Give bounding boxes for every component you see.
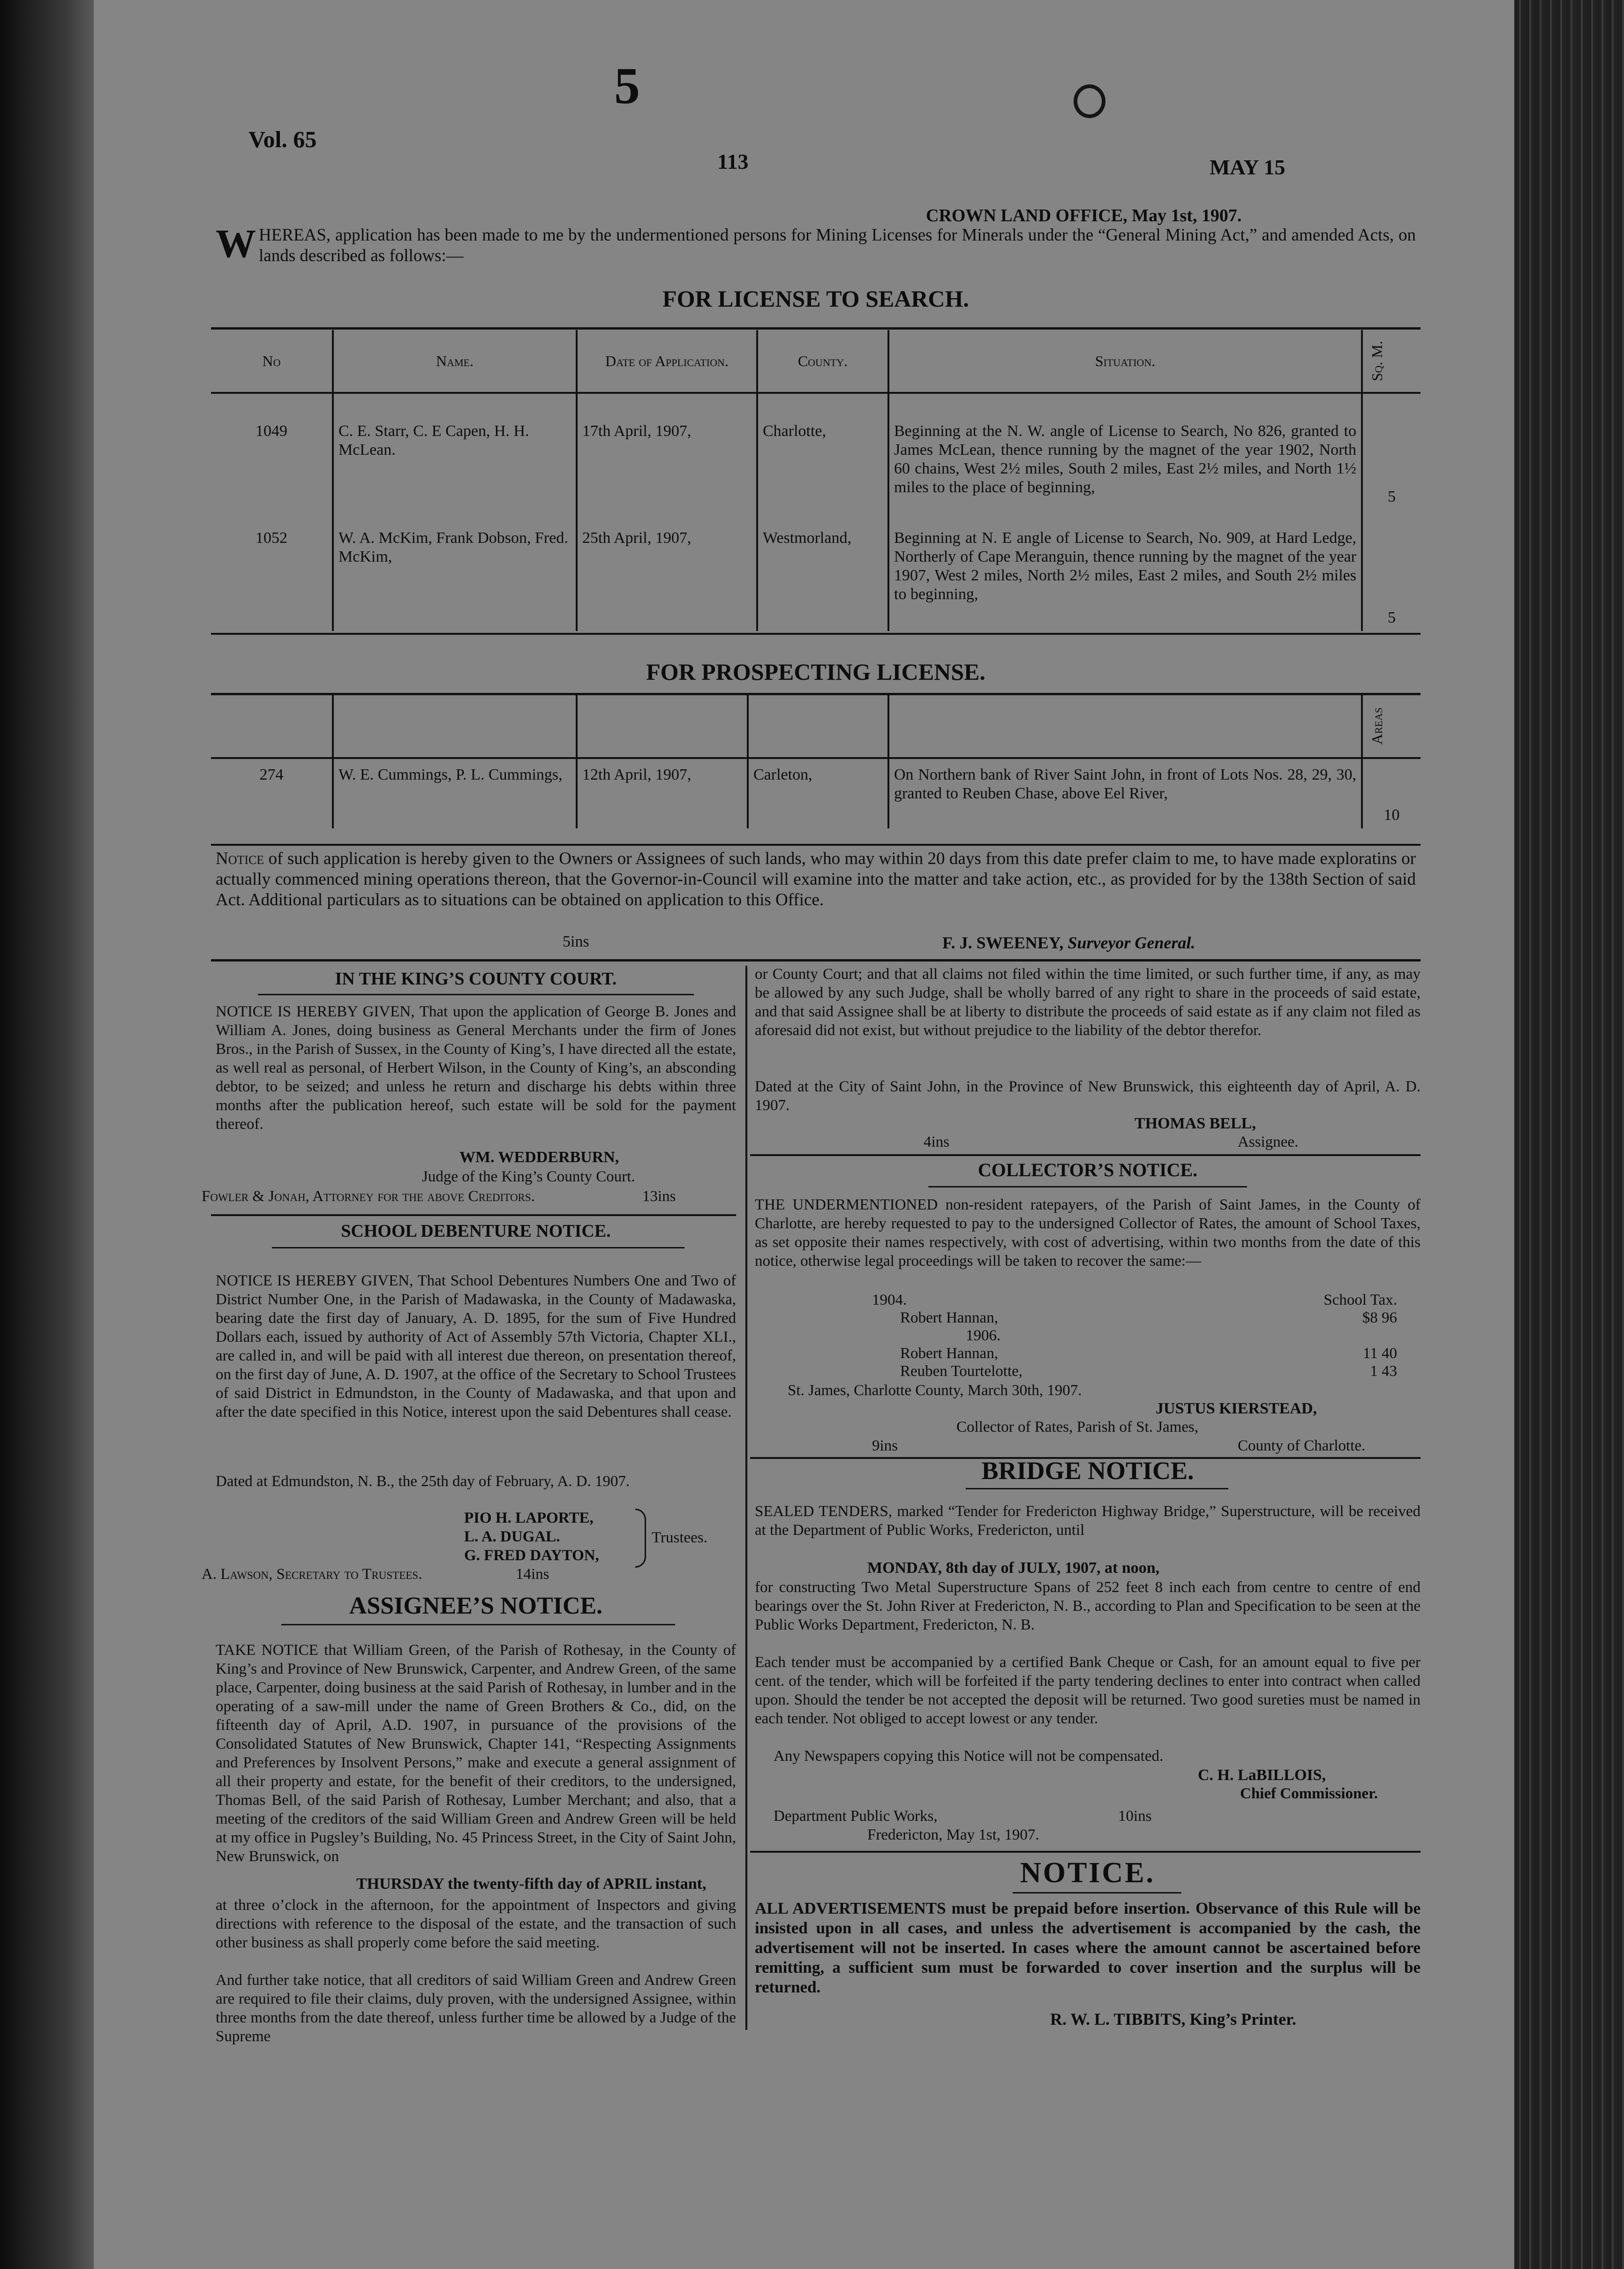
assignee-ins: 4ins — [924, 1134, 950, 1150]
list-item — [872, 1309, 1397, 1327]
notice-text: of such application is hereby given to the Owners or Assignees of such lands, who may within 20 days from this date prefer claim to me, to have made exploratins or actually commenced mining operations thereon, that the Governor-in-Council will examine into the matter and take action, etc., as provided for by the 138th Section of said Act. Additional particulars as to situations can be obtained on application to this Office. — [216, 849, 1416, 909]
collector-signature-title: Collector of Rates, Parish of St. James, — [956, 1419, 1199, 1435]
bridge-date-line: MONDAY, 8th day of JULY, 1907, at noon, — [867, 1559, 1160, 1577]
table-row — [211, 393, 1421, 519]
assignee-body-2: at three o’clock in the afternoon, for the appointment of Inspectors and giving directions with reference to the disposal of the estate, and the transaction of such other business as shall properly come before the said meeting. — [216, 1897, 736, 1951]
collector-ins: 9ins — [872, 1437, 898, 1454]
col-name: Name. — [333, 330, 577, 393]
crown-land-ins: 5ins — [563, 933, 589, 950]
row-county: Carleton, — [748, 758, 888, 828]
search-license-title: FOR LICENSE TO SEARCH. — [662, 286, 969, 312]
gazette-page — [94, 0, 1514, 2269]
bridge-ins: 10ins — [1118, 1808, 1152, 1825]
tax-amount: $8 96 — [1362, 1309, 1397, 1326]
assignee-body-3: And further take notice, that all creditors of said William Green and Andrew Green are required to file their claims, duly proven, with the undersigned Assignee, within three months from the date thereof, unless further time be allowed by a Judge of the Supreme — [216, 1972, 736, 2045]
trustee-name: PIO H. LAPORTE, — [464, 1510, 594, 1526]
school-debenture-title: SCHOOL DEBENTURE NOTICE. — [341, 1221, 611, 1241]
assignee-title: ASSIGNEE’S NOTICE. — [349, 1593, 603, 1619]
sqm-label: Sq. M. — [1368, 340, 1385, 382]
kings-county-attorney — [202, 1188, 535, 1205]
kings-county-body: NOTICE IS HEREBY GIVEN, That upon the application of George B. Jones and William A. Jones, doing business as General Merchants under the firm of Jones Bros., in the Parish of Sussex, in the County of King’s, I have directed all the estate, as well real as personal, of Herbert Wilson, in the County of King’s, an absconding debtor, to be seized; and unless he return and discharge his debts within three months after the publication hereof, such estate will be sold for the payment thereof. — [216, 1003, 736, 1133]
crown-land-notice — [216, 849, 1416, 910]
row-areas: 10 — [1362, 758, 1421, 828]
issue-date: MAY 15 — [1210, 155, 1286, 179]
attorney-text: Fowler & Jonah, Attorney for the above Creditors. — [202, 1188, 535, 1205]
school-trustees — [464, 1509, 599, 1565]
search-license-table — [211, 330, 1421, 631]
row-situation: Beginning at N. E angle of License to Search, No. 909, at Hard Ledge, Northerly of Cape Meranguin, thence running by the magnet of the year 1907, West 2 miles, North 2½ miles, East 2 miles, and South 2½ miles to beginning, — [888, 519, 1362, 631]
kings-county-signature-title: Judge of the King’s County Court. — [422, 1168, 635, 1185]
row-sqm: 5 — [1362, 519, 1421, 631]
collector-county: County of Charlotte. — [1238, 1437, 1366, 1454]
kings-county-title: IN THE KING’S COUNTY COURT. — [335, 969, 617, 989]
tax-year: 1904. — [872, 1292, 907, 1308]
punch-hole-icon — [1074, 84, 1105, 118]
bridge-dept: Department Public Works, — [774, 1808, 938, 1825]
tax-year: 1906. — [966, 1327, 1001, 1344]
collector-body: THE UNDERMENTIONED non-resident ratepayers, of the Parish of Saint James, in the County of Charlotte, are hereby requested to pay to the undersigned Collector of Rates, the amount of School Taxes, as set opposite their names respectively, with cost of advertising, within two months from the date of this notice, otherwise legal proceedings will be taken to recover the same:— — [755, 1196, 1421, 1270]
notice-title: NOTICE. — [1020, 1857, 1156, 1889]
secretary-text: A. Lawson, Secretary to Trustees. — [202, 1566, 422, 1583]
assignee-meeting: THURSDAY the twenty-fifth day of APRIL instant, — [356, 1875, 707, 1893]
trustees-brace — [635, 1509, 646, 1568]
bridge-body: SEALED TENDERS, marked “Tender for Fredericton Highway Bridge,” Superstructure, will be received at the Department of Public Works, Fredericton, until — [755, 1503, 1421, 1539]
notice-lead: Notice — [216, 849, 264, 868]
drop-cap: W — [216, 221, 256, 266]
row-no: 274 — [259, 766, 284, 783]
row-name: C. E. Starr, C. E Capen, H. H. McLean. — [333, 393, 577, 519]
bridge-body-2: for constructing Two Metal Superstructure Spans of 252 feet 8 inch each from centre to centre of end bearings over the St. John River at Fredericton, N. B., according to Plan and Specification to be seen at the Public Works Department, Fredericton, N. B. — [755, 1579, 1421, 1633]
crown-land-office-date: CROWN LAND OFFICE, May 1st, 1907. — [926, 206, 1242, 225]
table-row — [211, 758, 1421, 828]
row-date: 12th April, 1907, — [577, 758, 748, 828]
intro-text: HEREAS, application has been made to me by the undermentioned persons for Mining Licenses for Minerals under the “General Mining Act,” and amended Acts, on lands described as follows:— — [259, 225, 1416, 265]
book-spine — [0, 0, 94, 2269]
row-no: 1052 — [256, 529, 287, 547]
bridge-signature: C. H. LaBILLOIS, — [1198, 1766, 1326, 1784]
row-situation: On Northern bank of River Saint John, in front of Lots Nos. 28, 29, 30, granted to Reuben Chase, above Eel River, — [888, 758, 1362, 828]
assignee-signature-title: Assignee. — [1238, 1134, 1299, 1150]
ratepayer-name: Robert Hannan, — [900, 1345, 998, 1362]
col-areas — [1362, 695, 1421, 758]
row-date: 17th April, 1907, — [577, 393, 757, 519]
page-number: 113 — [717, 150, 749, 173]
row-county: Westmorland, — [757, 519, 888, 631]
tax-amount: 1 43 — [1370, 1363, 1397, 1380]
collector-dated: St. James, Charlotte County, March 30th, 1907. — [788, 1382, 1082, 1399]
bridge-title: BRIDGE NOTICE. — [981, 1457, 1194, 1485]
notice-signature: R. W. L. TIBBITS, King’s Printer. — [1050, 2010, 1296, 2029]
school-ins: 14ins — [516, 1566, 549, 1583]
bridge-signature-title: Chief Commissioner. — [1240, 1785, 1378, 1802]
collector-tax-list — [872, 1291, 1397, 1380]
bridge-body-4: Any Newspapers copying this Notice will not be compensated. — [774, 1748, 1164, 1765]
row-sqm: 5 — [1362, 393, 1421, 519]
notice-body: ALL ADVERTISEMENTS must be prepaid before insertion. Observance of this Rule will be insisted upon in all cases, and unless the advertisement is accompanied by the cash, the advertisement will not be inserted. In cases where the amount cannot be ascertained before remitting, a sufficient sum must be forwarded to cover insertion and the surplus will be returned. — [755, 1899, 1421, 1996]
page-edges — [1514, 0, 1624, 2269]
crown-land-intro — [216, 221, 1416, 266]
areas-label: Areas — [1368, 707, 1385, 745]
assignee-dated: Dated at the City of Saint John, in the Province of New Brunswick, this eighteenth day of April, A. D. 1907. — [755, 1078, 1421, 1114]
col-date: Date of Application. — [577, 330, 757, 393]
trustees-label: Trustees. — [652, 1529, 707, 1546]
ratepayer-name: Robert Hannan, — [900, 1309, 998, 1326]
tax-header: School Tax. — [1323, 1292, 1397, 1308]
trustee-name: G. FRED DAYTON, — [464, 1547, 599, 1564]
prospecting-license-table — [211, 695, 1421, 828]
col-no: No — [262, 353, 281, 369]
kings-county-signature: WM. WEDDERBURN, — [459, 1149, 619, 1166]
col-county: County. — [757, 330, 888, 393]
tax-amount: 11 40 — [1362, 1345, 1397, 1362]
row-name: W. E. Cummings, P. L. Cummings, — [333, 758, 577, 828]
bridge-body-3: Each tender must be accompanied by a certified Bank Cheque or Cash, for an amount equal to five per cent. of the tender, which will be forfeited if the party tendering declines to enter into contract when called upon. Should the tender be not accepted the deposit will be returned. Two good sureties must be named in each tender. Not obliged to accept lowest or any tender. — [755, 1654, 1421, 1727]
assignee-signature: THOMAS BELL, — [1135, 1115, 1256, 1132]
row-county: Charlotte, — [757, 393, 888, 519]
assignee-body: TAKE NOTICE that William Green, of the Parish of Rothesay, in the County of King’s and Province of New Brunswick, Carpenter, and Andrew Green, of the same place, Carpenter, doing business at the said Parish of Rothesay, in lumber and in the operating of a saw-mill under the name of Green Brothers & Co., did, on the fifteenth day of April, A.D. 1907, in pursuance of the provisions of the Consolidated Statutes of New Brunswick, Chapter 141, “Respecting Assignments and Preferences by Insolvent Persons,” make and execute a general assignment of all their property and estate, for the benefit of their creditors, to the undersigned, Thomas Bell, of the said Parish of Rothesay, Lumber Merchant; and also, that a meeting of the creditors of the said William Green and Andrew Green will be held at my office in Pugsley’s Building, No. 45 Princess Street, in the City of Saint John, New Brunswick, on — [216, 1642, 736, 1865]
bridge-dated: Fredericton, May 1st, 1907. — [867, 1826, 1039, 1843]
school-debenture-dated: Dated at Edmundston, N. B., the 25th day of February, A. D. 1907. — [216, 1473, 630, 1490]
table-row — [211, 519, 1421, 631]
trustee-name: L. A. DUGAL. — [464, 1528, 560, 1545]
assignee-body-4: or County Court; and that all claims not filed within the time limited, or such further time, if any, as may be allowed by any such Judge, shall be wholly barred of any right to share in the proceeds of said estate, and that said Assignee shall be at liberty to distribute the proceeds of said estate as if any claim not filed as aforesaid did not exist, but without prejudice to the liability of the debtor therefor. — [755, 966, 1421, 1039]
row-situation: Beginning at the N. W. angle of License to Search, No 826, granted to James McLean, thence running by the magnet of the year 1902, North 60 chains, West 2½ miles, South 2 miles, East 2½ miles, and North 1½ miles to the place of beginning, — [888, 393, 1362, 519]
kings-county-ins: 13ins — [642, 1188, 676, 1205]
row-name: W. A. McKim, Frank Dobson, Fred. McKim, — [333, 519, 577, 631]
crown-land-signature — [942, 933, 1195, 953]
row-date: 25th April, 1907, — [577, 519, 757, 631]
ratepayer-name: Reuben Tourtelotte, — [900, 1363, 1023, 1380]
top-mark: 5 — [614, 57, 640, 114]
school-secretary — [202, 1566, 422, 1583]
signature-name: F. J. SWEENEY, — [942, 933, 1064, 952]
list-item — [872, 1362, 1397, 1380]
col-sqm — [1362, 330, 1421, 393]
school-debenture-body: NOTICE IS HEREBY GIVEN, That School Debentures Numbers One and Two of District Number One, in the Parish of Madawaska, in the County of Madawaska, bearing date the first day of January, A. D. 1895, for the sum of Five Hundred Dollars each, issued by authority of Act of Assembly 57th Victoria, Chapter XLI., are called in, and will be paid with all interest due thereon, on presentation thereof, on the first day of June, A. D. 1907, at the office of the Secretary to School Trustees of said District in Edmundston, in the County of Madawaska, and that upon and after the date specified in this Notice, interest upon the said Debentures shall cease. — [216, 1272, 736, 1420]
row-no: 1049 — [256, 422, 287, 440]
prospecting-license-title: FOR PROSPECTING LICENSE. — [646, 659, 985, 685]
list-item — [872, 1345, 1397, 1362]
volume-label: Vol. 65 — [248, 126, 317, 152]
collector-signature: JUSTUS KIERSTEAD, — [1156, 1400, 1317, 1417]
col-situation: Situation. — [888, 330, 1362, 393]
collector-title: COLLECTOR’S NOTICE. — [977, 1159, 1198, 1180]
signature-title: Surveyor General. — [1068, 933, 1195, 952]
